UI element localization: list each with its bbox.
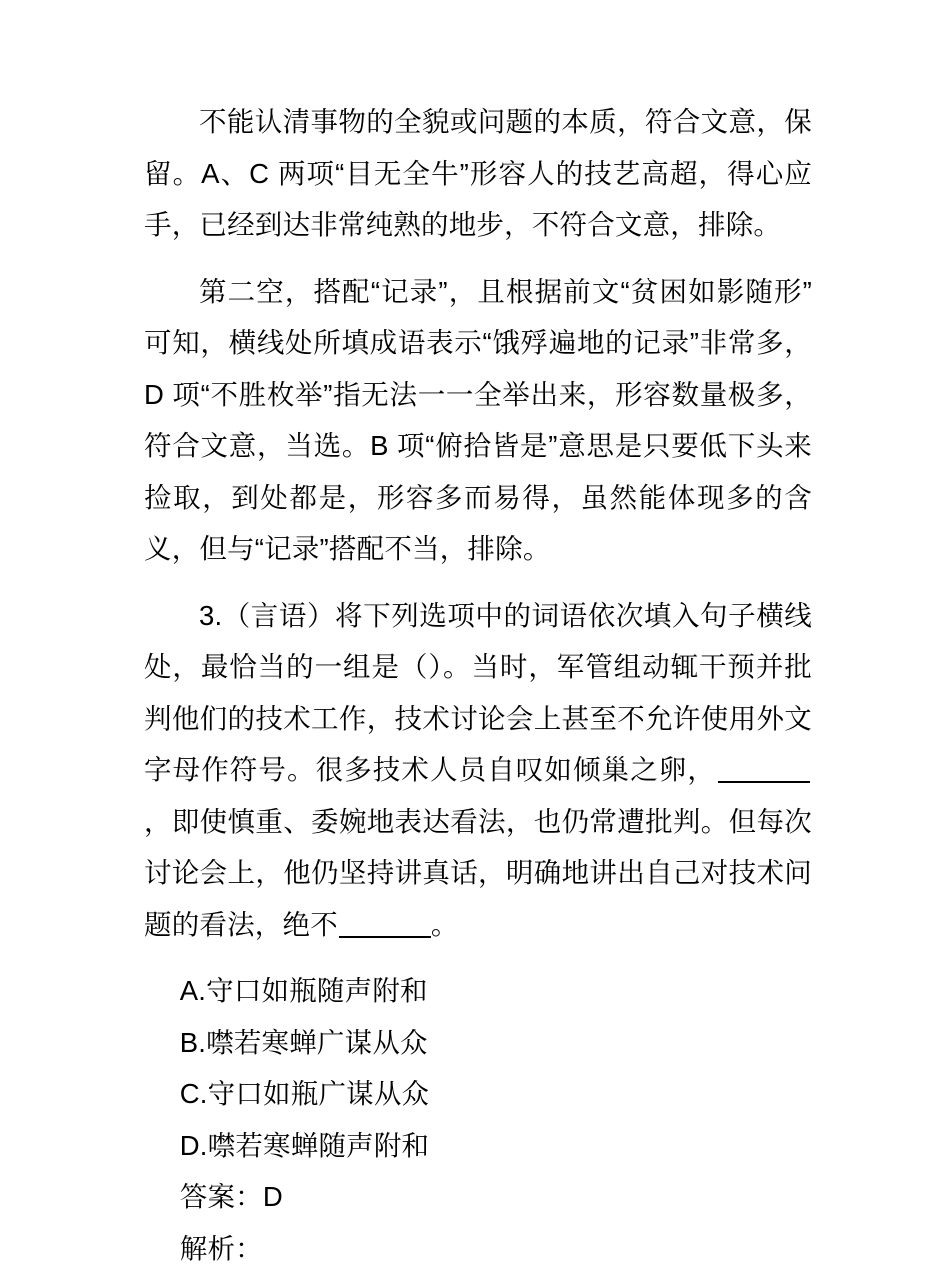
options-spacer — [144, 950, 812, 965]
fill-in-blank-1[interactable] — [718, 781, 810, 783]
option-b[interactable]: B.噤若寒蝉广谋从众 — [144, 1017, 812, 1069]
question-stem-text-1: 将下列选项中的词语依次填入句子横线处，最恰当的一组是（）。当时，军管组动辄干预并批判他们的技术工作，技术讨论会上甚至不允许使用外文字母作符号。很多技术人员自叹如倾巢之卵， — [144, 600, 812, 786]
question-number: 3.（言语） — [199, 600, 335, 631]
document-body — [144, 96, 812, 1274]
question-stem-text-3: 。 — [431, 909, 459, 940]
analysis-label: 解析： — [144, 1223, 812, 1274]
paragraph-second-blank-explanation: 第二空，搭配“记录”，且根据前文“贫困如影随形”可知，横线处所填成语表示“饿殍遍地的记录”非常多，D 项“不胜枚举”指无法一一全举出来，形容数量极多，符合文意，当选。B 项“俯拾皆是”意思是只要低下头来捡取，到处都是，形容多而易得，虽然能体现多的含义，但与“记录”搭配不当，排除。 — [144, 266, 812, 575]
option-c[interactable]: C.守口如瓶广谋从众 — [144, 1068, 812, 1120]
paragraph-spacer — [144, 251, 812, 266]
paragraph-spacer — [144, 575, 812, 590]
answer-label: 答案：D — [144, 1171, 812, 1223]
option-a[interactable]: A.守口如瓶随声附和 — [144, 965, 812, 1017]
question-stem-text-2: ，即使慎重、委婉地表达看法，也仍常遭批判。但每次讨论会上，他仍坚持讲真话，明确地讲出自己对技术问题的看法，绝不 — [144, 806, 812, 940]
question-stem — [144, 590, 812, 951]
option-d[interactable]: D.噤若寒蝉随声附和 — [144, 1120, 812, 1172]
paragraph-first-blank-explanation: 不能认清事物的全貌或问题的本质，符合文意，保留。A、C 两项“目无全牛”形容人的技艺高超，得心应手，已经到达非常纯熟的地步，不符合文意，排除。 — [144, 96, 812, 251]
fill-in-blank-2[interactable] — [339, 936, 431, 938]
